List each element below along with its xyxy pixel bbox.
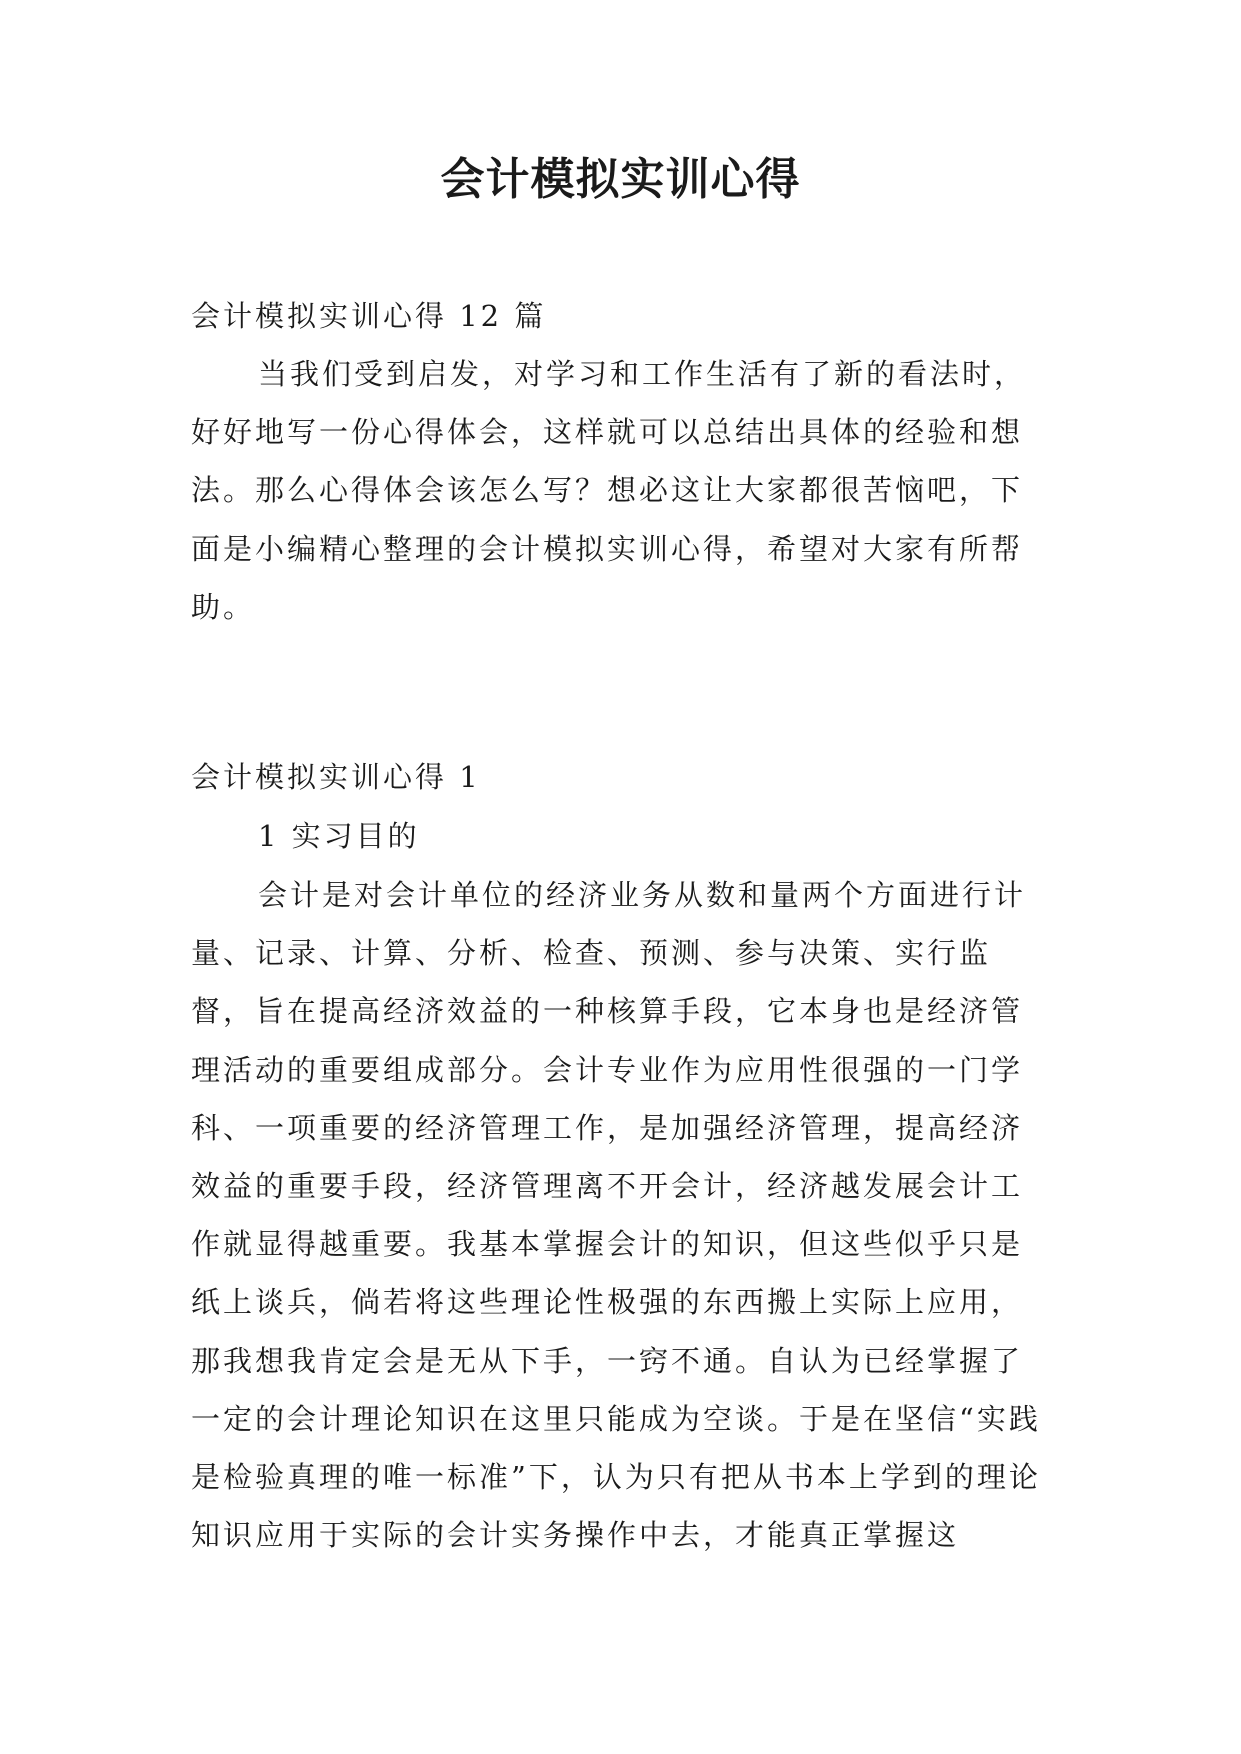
document-title: 会计模拟实训心得 [440, 154, 801, 205]
document-subtitle: 会计模拟实训心得 12 篇 [191, 299, 547, 333]
section-heading: 会计模拟实训心得 1 [191, 760, 481, 794]
intro-paragraph: 当我们受到启发，对学习和工作生活有了新的看法时，好好地写一份心得体会，这样就可以总结出具体的经验和想法。那么心得体会该怎么写？想必这让大家都很苦恼吧，下面是小编精心整理的会计模拟实训心得，希望对大家有所帮助。 [191, 357, 1027, 624]
point-heading: 1 实习目的 [258, 819, 420, 853]
section-paragraph: 会计是对会计单位的经济业务从数和量两个方面进行计量、记录、计算、分析、检查、预测、参与决策、实行监督，旨在提高经济效益的一种核算手段，它本身也是经济管理活动的重要组成部分。会计专业作为应用性很强的一门学科、一项重要的经济管理工作，是加强经济管理，提高经济效益的重要手段，经济管理离不开会计，经济越发展会计工作就显得越重要。我基本掌握会计的知识，但这些似乎只是纸上谈兵，倘若将这些理论性极强的东西搬上实际上应用，那我想我肯定会是无从下手，一窍不通。自认为已经掌握了一定的会计理论知识在这里只能成为空谈。于是在坚信“实践是检验真理的唯一标准”下，认为只有把从书本上学到的理论知识应用于实际的会计实务操作中去，才能真正掌握这 [191, 878, 1041, 1553]
